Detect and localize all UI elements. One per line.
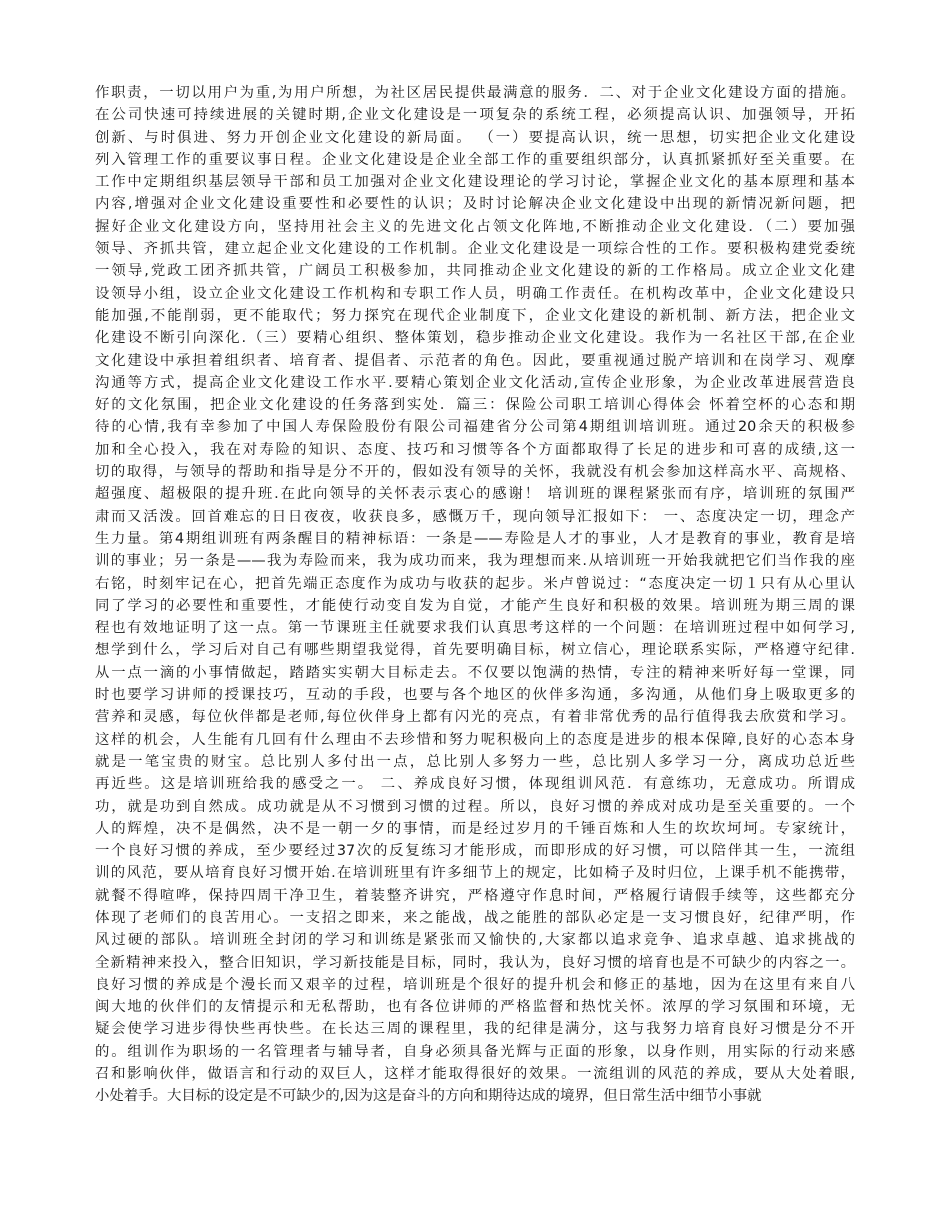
text-line: 召和影响伙伴，做语言和行动的双巨人，这样才能取得很好的效果。一流组训的风范的养成，要从大处着眼, [95,1066,855,1083]
text-line: 在公司快速可持续进展的关键时期,企业文化建设是一项复杂的系统工程，必须提高认识、加强领导，开拓 [95,107,855,124]
text-line: 握好企业文化建设方向，坚持用社会主义的先进文化占领文化阵地,不断推动企业文化建设．（二）要加强 [95,218,855,235]
text-line: 能加强,不能削弱，更不能取代；努力探究在现代企业制度下，企业文化建设的新机制、新方法，把企业文 [95,307,855,324]
text-line: 训的风范，要从培育良好习惯开始.在培训班里有许多细节上的规定，比如椅子及时归位，上课手机不能携带， [95,865,855,882]
text-line: 待的心情,我有幸参加了中国人寿保险股份有限公司福建省分公司第4期组训培训班。通过20余天的积极参 [95,419,855,436]
text-line: 列入管理工作的重要议事日程。企业文化建设是企业全部工作的重要组织部分，认真抓紧抓好至关重要。在 [95,151,855,168]
text-line: 作职责，一切以用户为重,为用户所想，为社区居民提供最满意的服务．二、对于企业文化建设方面的措施。 [95,85,855,101]
text-line: 从一点一滴的小事情做起，踏踏实实朝大目标走去。不仅要以饱满的热情，专注的精神来听好每一堂课，同 [95,664,855,681]
text-line: 肃而又活泼。回首难忘的日日夜夜，收获良多，感慨万千，现向领导汇报如下： 一、态度决定一切，理念产 [95,508,855,525]
text-line: 就餐不得喧哗，保持四周干净卫生，着装整齐讲究，严格遵守作息时间，严格履行请假手续等，这些都充分 [95,887,855,904]
text-line: 闽大地的伙伴们的友情提示和无私帮助，也有各位讲师的严格监督和热忱关怀。浓厚的学习氛围和环境，无 [95,999,855,1016]
text-line: 就是一笔宝贵的财宝。总比别人多付出一点，总比别人多努力一些，总比别人多学习一分，离成功总近些 [95,753,855,770]
text-line: 工作中定期组织基层领导干部和员工加强对企业文化建设理论的学习讨论，掌握企业文化的基本原理和基本 [95,174,855,191]
document-body [95,82,855,1148]
text-line: 沟通等方式，提高企业文化建设工作水平.要精心策划企业文化活动,宣传企业形象，为企业改革进展营造良 [95,374,855,391]
text-line: 生力量。第4期组训班有两条醒目的精神标语：一条是——寿险是人才的事业，人才是教育的事业，教育是培 [95,530,855,547]
text-line: 内容,增强对企业文化建设重要性和必要性的认识；及时讨论解决企业文化建设中出现的新情况新问题，把 [95,196,855,213]
text-line: 功，就是功到自然成。成功就是从不习惯到习惯的过程。所以，良好习惯的养成对成功是至关重要的。一个 [95,798,855,815]
text-line: 右铭，时刻牢记在心，把首先端正态度作为成功与收获的起步。米卢曾说过：“态度决定一切１只有从心里认 [95,575,855,592]
text-line: 领导、齐抓共管，建立起企业文化建设的工作机制。企业文化建设是一项综合性的工作。要积极构建党委统 [95,241,855,258]
text-line: 同了学习的必要性和重要性，才能使行动变自发为自觉，才能产生良好和积极的效果。培训班为期三周的课 [95,597,855,614]
text-line: 设领导小组，设立企业文化建设工作机构和专职工作人员，明确工作责任。在机构改革中，企业文化建设只 [95,285,855,302]
text-line: 程也有效地证明了这一点。第一节课班主任就要求我们认真思考这样的一个问题：在培训班过程中如何学习, [95,620,855,637]
text-line: 小处着手。大目标的设定是不可缺少的,因为这是奋斗的方向和期待达成的境界，但日常生活中细节小事就 [95,1088,762,1105]
text-line: 风过硬的部队。培训班全封闭的学习和训练是紧张而又愉快的,大家都以追求竞争、追求卓越、追求挑战的 [95,932,855,949]
text-line: 切的取得，与领导的帮助和指导是分不开的，假如没有领导的关怀，我就没有机会参加这样高水平、高规格、 [95,464,855,481]
text-line: 加和全心投入，我在对寿险的知识、态度、技巧和习惯等各个方面都取得了长足的进步和可喜的成绩,这一 [95,441,855,458]
text-line: 超强度、超极限的提升班.在此向领导的关怀表示衷心的感谢！ 培训班的课程紧张而有序，培训班的氛围严 [95,486,855,503]
text-line: 全新精神来投入，整合旧知识，学习新技能是目标，同时，我认为，良好习惯的培育也是不可缺少的内容之一。 [95,954,855,971]
text-line: 疑会使学习进步得快些再快些。在长达三周的课程里，我的纪律是满分，这与我努力培育良好习惯是分不开 [95,1021,855,1038]
text-line: 文化建设中承担着组织者、培育者、提倡者、示范者的角色。因此，要重视通过脱产培训和在岗学习、观摩 [95,352,855,369]
text-line: 创新、与时俱进、努力开创企业文化建设的新局面。 （一）要提高认识，统一思想，切实把企业文化建设 [95,129,855,146]
text-line: 这样的机会，人生能有几回有什么理由不去珍惜和努力呢积极向上的态度是进步的根本保障,良好的心态本身 [95,731,855,748]
text-line: 一个良好习惯的养成，至少要经过37次的反复练习才能形成，而即形成的好习惯，可以陪伴其一生，一流组 [95,843,855,860]
text-line: 的。组训作为职场的一名管理者与辅导者，自身必须具备光辉与正面的形象，以身作则，用实际的行动来感 [95,1043,855,1060]
text-line: 一领导,党政工团齐抓共管，广阔员工积极参加，共同推动企业文化建设的新的工作格局。成立企业文化建 [95,263,855,280]
text-line: 训的事业；另一条是——我为寿险而来，我为成功而来，我为理想而来.从培训班一开始我就把它们当作我的座 [95,553,855,570]
text-line: 好的文化氛围，把企业文化建设的任务落到实处．篇三：保险公司职工培训心得体会 怀着空杯的心态和期 [95,397,855,414]
text-line: 想学到什么，学习后对自己有哪些期望我觉得，首先要明确目标，树立信心，理论联系实际，严格遵守纪律. [95,642,855,659]
text-line: 良好习惯的养成是个漫长而又艰辛的过程，培训班是个很好的提升机会和修正的基地，因为在这里有来自八 [95,976,855,993]
text-line: 人的辉煌，决不是偶然，决不是一朝一夕的事情，而是经过岁月的千锤百炼和人生的坎坎坷坷。专家统计， [95,820,855,837]
text-line: 营养和灵感，每位伙伴都是老师,每位伙伴身上都有闪光的亮点，有着非常优秀的品行值得我去欣赏和学习。 [95,709,855,726]
text-line: 体现了老师们的良苦用心。一支招之即来，来之能战，战之能胜的部队必定是一支习惯良好，纪律严明，作 [95,909,855,926]
text-line: 时也要学习讲师的授课技巧，互动的手段，也要与各个地区的伙伴多沟通，多沟通，从他们身上吸取更多的 [95,687,855,704]
text-line: 化建设不断引向深化.（三）要精心组织、整体策划，稳步推动企业文化建设。我作为一名社区干部,在企业 [95,330,855,347]
text-line: 再近些。这是培训班给我的感受之一。 二、养成良好习惯，体现组训风范．有意练功，无意成功。所谓成 [95,776,855,793]
